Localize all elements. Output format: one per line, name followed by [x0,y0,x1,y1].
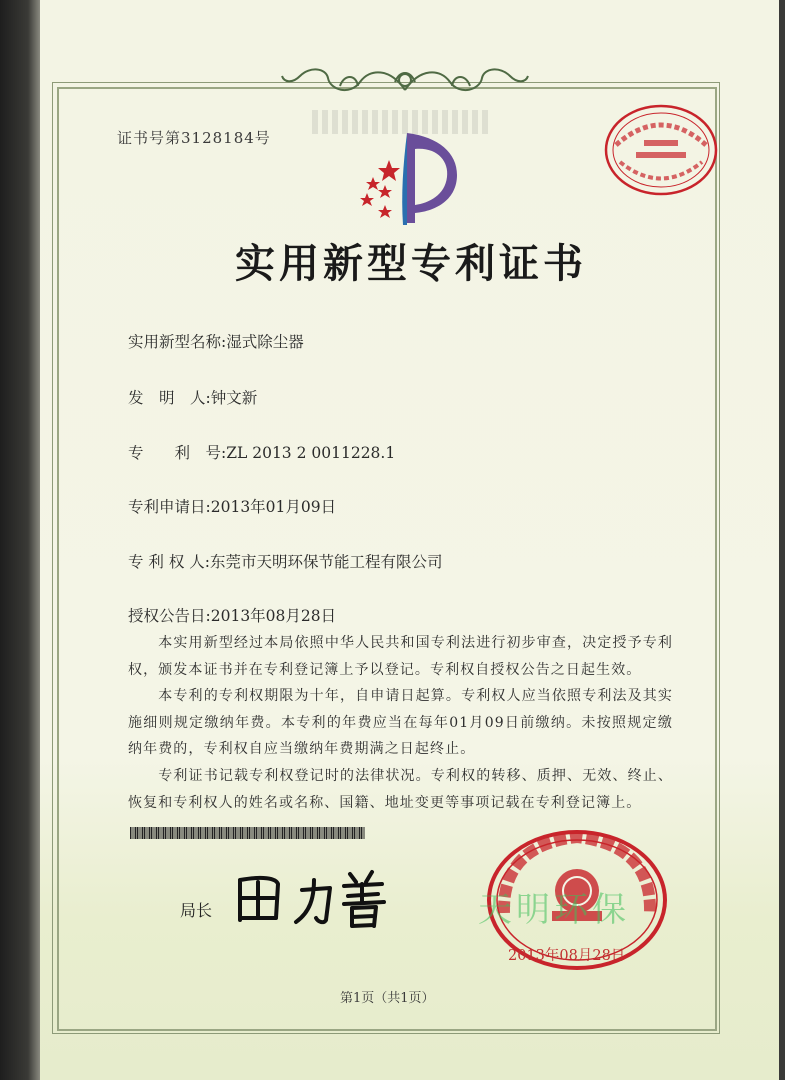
top-ornament-icon [280,60,530,104]
field-label: 专 利 号: [128,444,227,462]
field-value: 东莞市天明环保节能工程有限公司 [210,553,443,571]
certificate-number: 证书号第3128184号 [117,129,271,147]
field-value: 2013年01月09日 [210,498,337,516]
field-value: 钟文新 [210,389,258,407]
page-number: 第1页（共1页） [340,991,435,1006]
director-label: 局长 [180,901,213,920]
director-signature-icon [232,862,392,932]
field-grant-date [128,604,336,626]
field-label: 专 利 权 人: [128,553,211,571]
field-patentee [128,550,443,572]
field-application-date [128,495,336,517]
company-watermark: 天明环保 [478,890,630,930]
field-label: 发 明 人: [128,389,211,407]
field-value: 湿式除尘器 [226,333,304,351]
barcode-icon [130,827,365,839]
field-inventor [128,386,257,408]
field-value: ZL 2013 2 0011228.1 [226,444,396,462]
field-label: 专利申请日: [128,498,211,516]
body-paragraph-3: 专利证书记载专利权登记时的法律状况。专利权的转移、质押、无效、终止、恢复和专利权人的姓名或名称、国籍、地址变更等事项记载在专利登记簿上。 [128,768,673,811]
scan-edge-right [779,0,785,1080]
field-value: 2013年08月28日 [210,607,337,625]
body-paragraph-2: 本专利的专利权期限为十年，自申请日起算。专利权人应当依照专利法及其实施细则规定缴纳年费。本专利的年费应当在每年01月09日前缴纳。未按照规定缴纳年费的，专利权自应当缴纳年费期满之日起终止。 [128,688,673,757]
field-label: 授权公告日: [128,607,211,625]
patent-office-logo-icon [345,125,465,235]
field-patent-number [128,441,395,463]
certificate-title: 实用新型专利证书 [235,240,587,287]
scan-edge-left [0,0,40,1080]
field-utility-model-name [128,330,304,352]
seal-date: 2013年08月28日 [508,948,626,964]
field-label: 实用新型名称: [128,333,227,351]
body-paragraph-1: 本实用新型经过本局依照中华人民共和国专利法进行初步审查，决定授予专利权，颁发本证书并在专利登记簿上予以登记。专利权自授权公告之日起生效。 [128,635,673,678]
tax-stamp-seal-icon [596,100,726,200]
